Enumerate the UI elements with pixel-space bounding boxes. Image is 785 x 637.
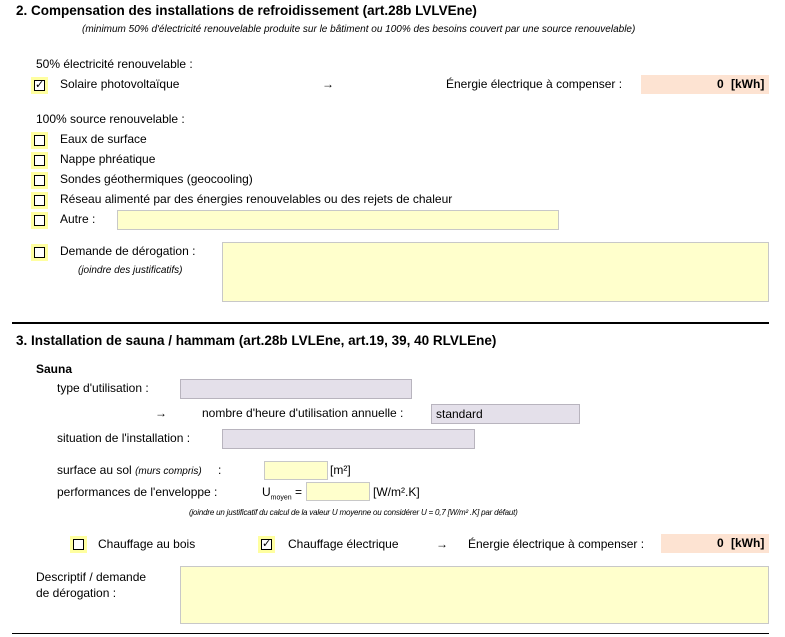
descriptif-textarea[interactable] bbox=[180, 566, 769, 624]
surface-input[interactable] bbox=[264, 461, 328, 480]
section-3-title: 3. Installation de sauna / hammam (art.28b LVLEne, art.19, 39, 40 RLVLEne) bbox=[16, 333, 497, 348]
bois-label: Chauffage au bois bbox=[98, 537, 196, 551]
surface-label: surface au sol (murs compris) bbox=[57, 463, 202, 477]
perf-note: (joindre un justificatif du calcul de la valeur U moyenne ou considérer U = 0,7 [W/m² .K] par défaut) bbox=[189, 508, 518, 517]
heures-label: nombre d'heure d'utilisation annuelle : bbox=[202, 406, 404, 420]
nappe-checkbox[interactable] bbox=[31, 152, 48, 169]
reseau-checkbox[interactable] bbox=[31, 192, 48, 209]
arrow-icon: → bbox=[155, 406, 167, 420]
sauna-heading: Sauna bbox=[36, 362, 73, 376]
autre-label: Autre : bbox=[60, 212, 96, 226]
type-input[interactable] bbox=[180, 379, 412, 399]
situation-input[interactable] bbox=[222, 429, 475, 449]
derogation-textarea[interactable] bbox=[222, 242, 769, 302]
type-label: type d'utilisation : bbox=[57, 381, 149, 395]
group-100-label: 100% source renouvelable : bbox=[36, 112, 185, 126]
eaux-surface-label: Eaux de surface bbox=[60, 132, 147, 146]
solaire-checkbox[interactable] bbox=[31, 77, 48, 94]
autre-input[interactable] bbox=[117, 210, 559, 230]
elec-label: Chauffage électrique bbox=[288, 537, 399, 551]
check-icon: ✓ bbox=[35, 79, 45, 91]
section-2-subtitle: (minimum 50% d'électricité renouvelable produite sur le bâtiment ou 100% des besoins couvert par une source renouvelable) bbox=[82, 24, 636, 35]
group-50-label: 50% électricité renouvelable : bbox=[36, 57, 193, 71]
sondes-label: Sondes géothermiques (geocooling) bbox=[60, 172, 253, 186]
solaire-label: Solaire photovoltaïque bbox=[60, 77, 180, 91]
perf-label: performances de l'enveloppe : bbox=[57, 485, 218, 499]
section-2-title: 2. Compensation des installations de refroidissement (art.28b LVLVEne) bbox=[16, 3, 477, 18]
energie-unit: [kWh] bbox=[731, 536, 765, 550]
surface-unit: [m²] bbox=[330, 463, 351, 477]
u-moyen-label: $U_{moyen}$ = bbox=[262, 485, 303, 502]
arrow-icon: → bbox=[322, 77, 334, 91]
energie-value: 0 bbox=[717, 536, 724, 550]
situation-label: situation de l'installation : bbox=[57, 431, 191, 445]
energie-label: Énergie électrique à compenser : bbox=[468, 537, 645, 551]
heures-value: standard bbox=[436, 407, 483, 421]
bottom-divider bbox=[12, 633, 769, 634]
check-icon: ✓ bbox=[262, 538, 272, 550]
energie-value-field bbox=[641, 75, 769, 94]
derogation-note: (joindre des justificatifs) bbox=[78, 265, 183, 276]
eaux-surface-checkbox[interactable] bbox=[31, 132, 48, 149]
sondes-checkbox[interactable] bbox=[31, 172, 48, 189]
derogation-label: Demande de dérogation : bbox=[60, 244, 196, 258]
descriptif-label-2: de dérogation : bbox=[36, 586, 117, 600]
energie-label: Énergie électrique à compenser : bbox=[446, 77, 623, 91]
descriptif-label-1: Descriptif / demande bbox=[36, 570, 147, 584]
u-moyen-input[interactable] bbox=[306, 482, 370, 501]
elec-checkbox[interactable] bbox=[258, 536, 275, 553]
derogation-checkbox[interactable] bbox=[31, 244, 48, 261]
energie-value: 0 bbox=[717, 77, 724, 91]
heures-select[interactable] bbox=[431, 404, 580, 424]
energie-unit: [kWh] bbox=[731, 77, 765, 91]
nappe-label: Nappe phréatique bbox=[60, 152, 156, 166]
section-divider bbox=[12, 322, 769, 324]
bois-checkbox[interactable] bbox=[70, 536, 87, 553]
reseau-label: Réseau alimenté par des énergies renouvelables ou des rejets de chaleur bbox=[60, 192, 453, 206]
autre-checkbox[interactable] bbox=[31, 212, 48, 229]
perf-unit: [W/m².K] bbox=[373, 485, 420, 499]
arrow-icon: → bbox=[436, 537, 448, 551]
energie-value-field bbox=[661, 534, 769, 553]
surface-colon: : bbox=[218, 463, 222, 477]
